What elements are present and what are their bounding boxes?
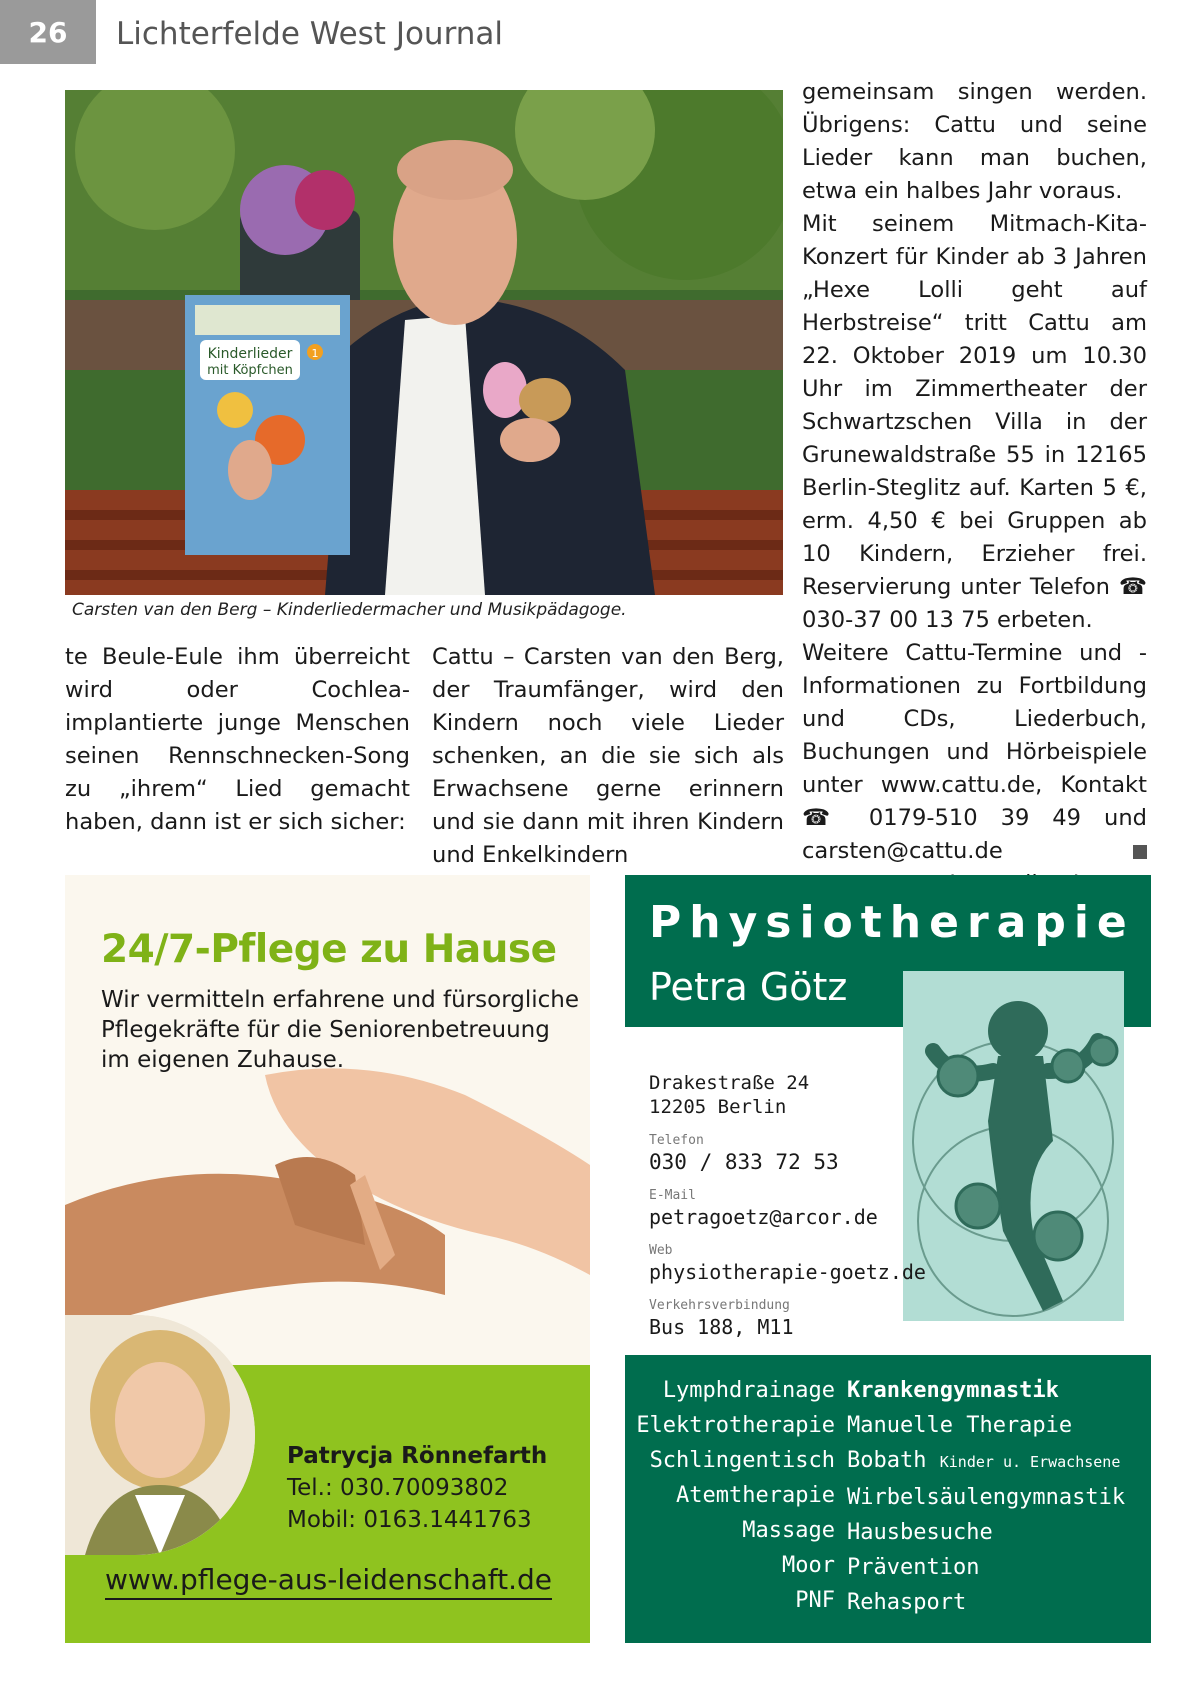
pflege-tel: Tel.: 030.70093802 [287, 1475, 509, 1501]
physio-email-label: E-Mail [649, 1188, 696, 1203]
service-item: Lymphdrainage [662, 1378, 835, 1403]
pflege-contact [287, 1440, 547, 1536]
article-text-col3-p2: Mit seinem Mitmach-Kita-Konzert für Kinder ab 3 Jahren „Hexe Lolli geht auf Herbstreise“ tritt Cattu am 22. Oktober 2019 um 10.30 Uhr im Zimmertheater der Schwartzschen Villa in der Grunewaldstraße 55 in 12165 Berlin-Steglitz auf. Karten 5 €, erm. 4,50 € bei Gruppen ab 10 Kindern, Erzieher frei. Reservierung unter Telefon ☎ 030-37 00 13 75 erbeten. [802, 211, 1147, 633]
book-number: 1 [311, 347, 319, 360]
article-column-3 [802, 76, 1147, 901]
photo-caption: Carsten van den Berg – Kinderliedermacher und Musikpädagoge. [72, 600, 627, 620]
book-title-2: mit Köpfchen [207, 363, 293, 378]
service-item: Rehasport [847, 1590, 967, 1615]
pflege-subline: Wir vermitteln erfahrene und fürsorgliche Pflegekräfte für die Seniorenbetreuung im eigenen Zuhause. [101, 987, 580, 1073]
bobath-note: Kinder u. Erwachsene [939, 1453, 1121, 1471]
physio-logo [903, 971, 1124, 1321]
physio-web-label: Web [649, 1243, 673, 1258]
article-column-1 [65, 641, 410, 839]
physio-services-band [625, 1355, 1151, 1643]
physio-services-left [636, 1373, 835, 1618]
service-item: Prävention [847, 1555, 980, 1580]
service-item: Hausbesuche [847, 1520, 993, 1545]
ad-pflege [65, 875, 590, 1643]
page-number: 26 [0, 0, 96, 64]
service-item: Manuelle Therapie [847, 1413, 1073, 1438]
physio-city: 12205 Berlin [649, 1096, 787, 1118]
article-column-2 [432, 641, 784, 872]
service-item: PNF [795, 1588, 835, 1613]
service-item: Bobath [847, 1448, 927, 1473]
pflege-name: Patrycja Rönnefarth [287, 1443, 548, 1469]
physio-web-link[interactable]: physiotherapie-goetz.de [649, 1260, 926, 1284]
physio-info [649, 1071, 926, 1339]
article-text-col1: te Beule-Eule ihm überreicht wird oder Cochlea-implantierte junge Menschen seinen Rennschnecken-Song zu „ihrem“ Lied gemacht haben, dann ist er sich sicher: [65, 644, 410, 835]
pflege-mobil: Mobil: 0163.1441763 [287, 1507, 532, 1533]
pflege-headline: 24/7-Pflege zu Hause [101, 927, 557, 972]
physio-email-link[interactable]: petragoetz@arcor.de [649, 1205, 878, 1229]
journal-title: Lichterfelde West Journal [116, 16, 504, 52]
end-mark-icon [1133, 845, 1147, 859]
pflege-website-link[interactable]: www.pflege-aus-leidenschaft.de [105, 1563, 552, 1600]
book-title-1: Kinderlieder [207, 346, 293, 362]
physio-services-right [847, 1373, 1125, 1620]
ad-physio [625, 875, 1151, 1643]
service-item: Massage [742, 1518, 835, 1543]
article-text-col3-p3: Weitere Cattu-Termine und -Informationen zu Fortbildung und CDs, Liederbuch, Buchungen und Hörbeispiele unter www.cattu.de, Kontakt ☎ 0179-510 39 49 und carsten@cattu.de [802, 640, 1147, 864]
physio-phone: 030 / 833 72 53 [649, 1150, 839, 1174]
physio-street: Drakestraße 24 [649, 1072, 810, 1094]
service-item: Wirbelsäulengymnastik [847, 1485, 1126, 1510]
service-item: Elektrotherapie [636, 1413, 835, 1438]
physio-name: Petra Götz [649, 965, 848, 1009]
physio-phone-label: Telefon [649, 1133, 704, 1148]
service-item: Schlingentisch [649, 1448, 835, 1473]
article-photo [65, 90, 783, 595]
service-item: Moor [782, 1553, 835, 1578]
physio-title: Physiotherapie [649, 897, 1135, 948]
physio-transit-label: Verkehrsverbindung [649, 1298, 790, 1313]
article-text-col3-p1: gemeinsam singen werden. Übrigens: Cattu und seine Lieder kann man buchen, etwa ein halbes Jahr voraus. [802, 79, 1147, 204]
article-text-col2: Cattu – Carsten van den Berg, der Traumfänger, wird den Kindern noch viele Lieder schenken, an die sie sich als Erwachsene gerne erinnern und sie dann mit ihren Kindern und Enkelkindern [432, 644, 784, 868]
service-item: Atemtherapie [676, 1483, 835, 1508]
physio-transit: Bus 188, M11 [649, 1315, 794, 1339]
service-item: Krankengymnastik [847, 1378, 1059, 1403]
